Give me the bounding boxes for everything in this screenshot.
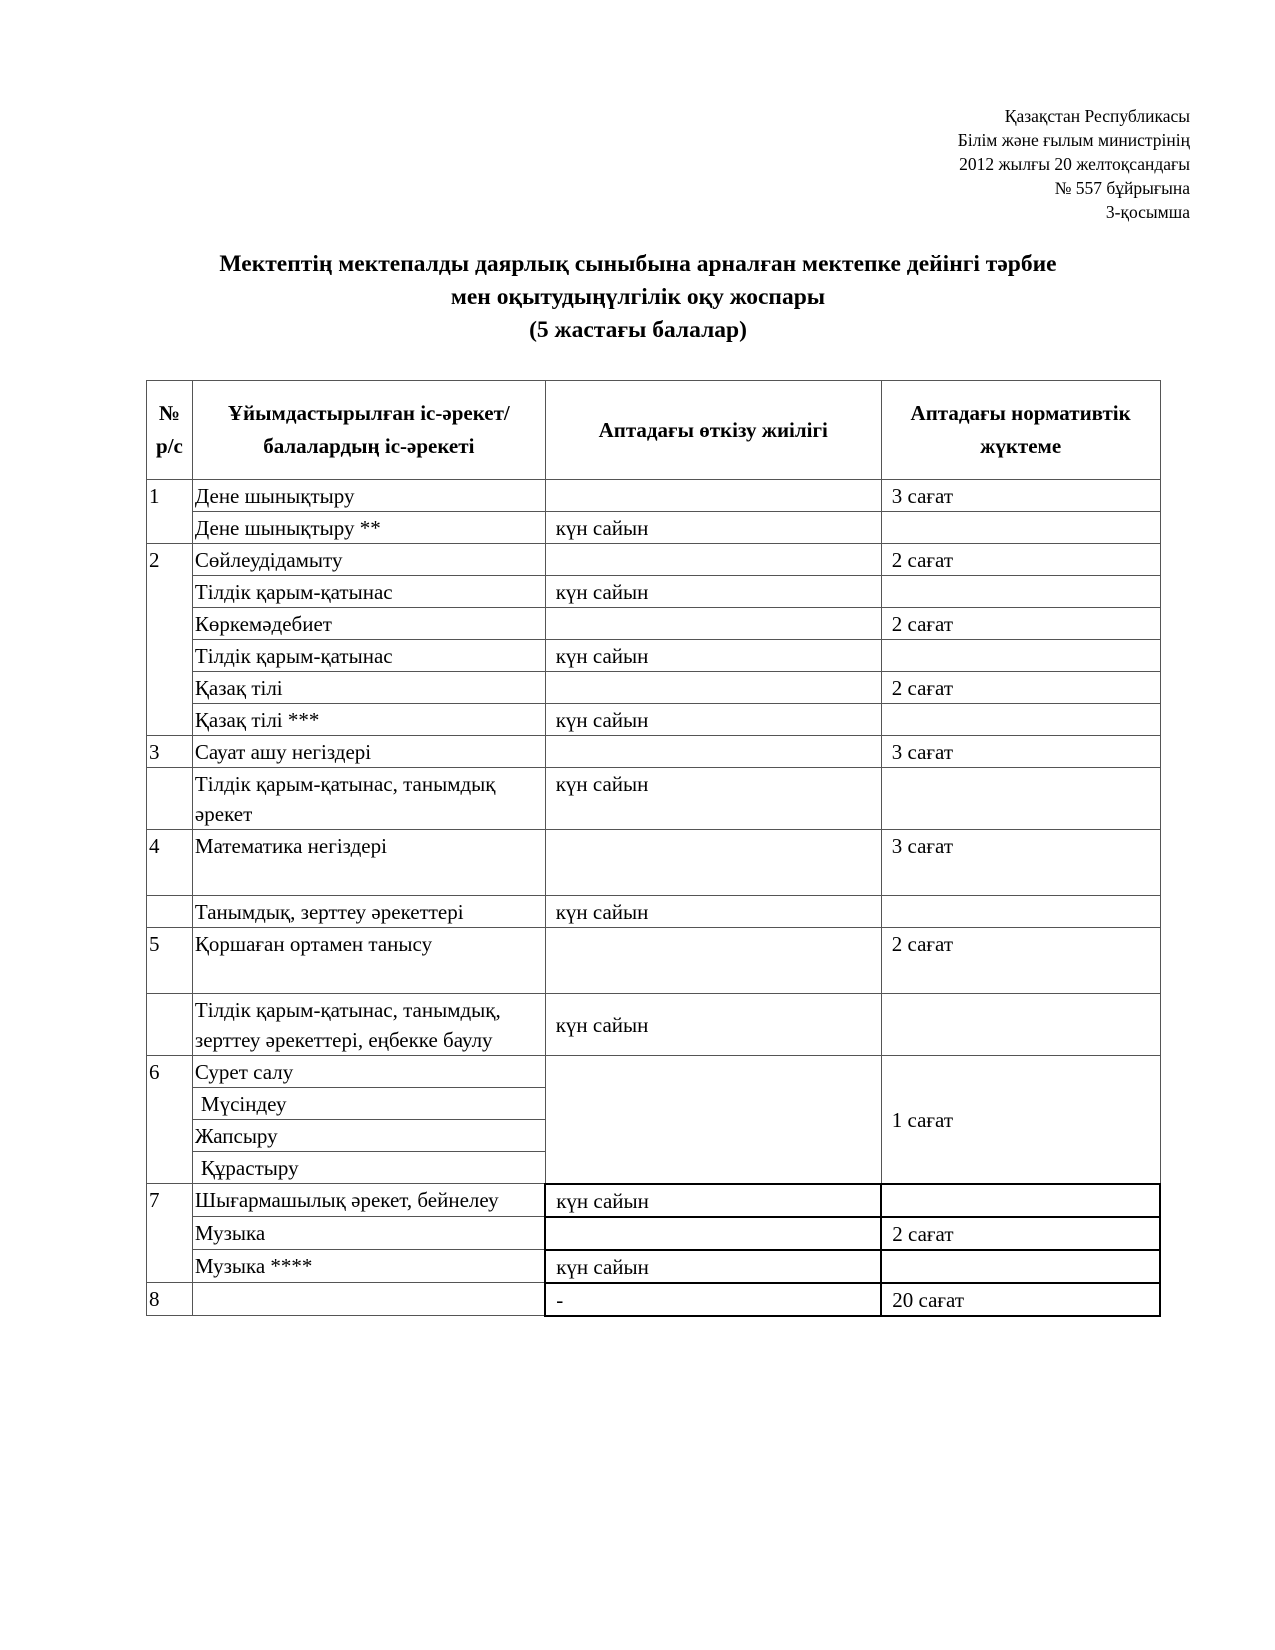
row-number: 5	[147, 928, 193, 994]
activity-cell: Құрастыру	[192, 1152, 545, 1184]
frequency-cell	[545, 1217, 881, 1250]
table-row	[147, 512, 1161, 544]
title-line: мен оқытудыңүлгілік оқу жоспары	[450, 284, 826, 310]
activity-cell: Көркемәдебиет	[192, 608, 545, 640]
row-number: 6	[147, 1056, 193, 1184]
load-cell: 2 сағат	[881, 1217, 1160, 1250]
activity-cell: Қазақ тілі	[192, 672, 545, 704]
activity-cell: Тілдік қарым-қатынас, танымдық, зерттеу әрекеттері, еңбекке баулу	[192, 994, 545, 1056]
activity-cell: Тілдік қарым-қатынас	[192, 640, 545, 672]
load-cell	[881, 512, 1160, 544]
frequency-cell: күн сайын	[545, 994, 881, 1056]
frequency-cell	[545, 672, 881, 704]
table-row	[147, 704, 1161, 736]
activity-cell: Сауат ашу негіздері	[192, 736, 545, 768]
frequency-cell: күн сайын	[545, 640, 881, 672]
header-line: Білім және ғылым министрінің	[957, 130, 1190, 150]
table-header-row	[147, 381, 1161, 480]
table-row	[147, 576, 1161, 608]
row-number: 3	[147, 736, 193, 768]
load-cell: 20 сағат	[881, 1283, 1160, 1316]
document-title	[118, 248, 1158, 347]
activity-cell: Музыка ****	[192, 1250, 545, 1283]
load-cell	[881, 704, 1160, 736]
table-row	[147, 1184, 1161, 1217]
table-row	[147, 480, 1161, 512]
frequency-cell: күн сайын	[545, 1250, 881, 1283]
header-line: 3-қосымша	[1105, 202, 1190, 222]
load-cell	[881, 994, 1160, 1056]
activity-cell: Шығармашылық әрекет, бейнелеу	[192, 1184, 545, 1217]
load-cell: 2 сағат	[881, 672, 1160, 704]
row-number	[147, 994, 193, 1056]
column-header-frequency: Аптадағы өткізу жиілігі	[545, 381, 881, 480]
row-number	[147, 768, 193, 830]
load-cell: 2 сағат	[881, 608, 1160, 640]
frequency-cell: күн сайын	[545, 896, 881, 928]
table-row	[147, 994, 1161, 1056]
activity-cell: Дене шынықтыру	[192, 480, 545, 512]
frequency-cell: -	[545, 1283, 881, 1316]
frequency-cell	[545, 608, 881, 640]
activity-cell: Дене шынықтыру **	[192, 512, 545, 544]
load-cell	[881, 768, 1160, 830]
row-number: 2	[147, 544, 193, 736]
table-row	[147, 640, 1161, 672]
table-row	[147, 544, 1161, 576]
frequency-cell: күн сайын	[545, 576, 881, 608]
activity-cell: Сурет салу	[192, 1056, 545, 1088]
activity-cell: Мүсіндеу	[192, 1088, 545, 1120]
column-header-load: Аптадағы нормативтік жүктеме	[881, 381, 1160, 480]
table-row	[147, 830, 1161, 896]
row-number: 4	[147, 830, 193, 896]
load-cell: 2 сағат	[881, 928, 1160, 994]
load-cell: 1 сағат	[881, 1056, 1160, 1184]
table-row	[147, 928, 1161, 994]
load-cell: 2 сағат	[881, 544, 1160, 576]
row-number: 8	[147, 1283, 193, 1316]
title-line: Мектептің мектепалды даярлық сыныбына арналған мектепке дейінгі тәрбие	[219, 251, 1057, 277]
load-cell	[881, 576, 1160, 608]
load-cell	[881, 1250, 1160, 1283]
column-header-activity: Ұйымдастырылған іс-әрекет/балалардың іс-әрекеті	[192, 381, 545, 480]
frequency-cell	[545, 480, 881, 512]
frequency-cell	[545, 830, 881, 896]
column-header-number: № р/с	[147, 381, 193, 480]
row-number: 7	[147, 1184, 193, 1283]
activity-cell: Математика негіздері	[192, 830, 545, 896]
header-line: Қазақстан Республикасы	[1004, 106, 1190, 126]
title-line: (5 жастағы балалар)	[529, 317, 747, 343]
table-row	[147, 1283, 1161, 1316]
load-cell	[881, 640, 1160, 672]
curriculum-table	[146, 380, 1161, 1317]
frequency-cell	[545, 928, 881, 994]
load-cell	[881, 896, 1160, 928]
header-line: № 557 бұйрығына	[1054, 178, 1190, 198]
frequency-cell	[545, 736, 881, 768]
table-row	[147, 736, 1161, 768]
activity-cell: Тілдік қарым-қатынас, танымдық әрекет	[192, 768, 545, 830]
frequency-cell	[545, 1056, 881, 1184]
activity-cell: Сөйлеудідамыту	[192, 544, 545, 576]
frequency-cell: күн сайын	[545, 704, 881, 736]
table-row	[147, 768, 1161, 830]
frequency-cell: күн сайын	[545, 512, 881, 544]
table-row	[147, 1217, 1161, 1250]
activity-cell: Қазақ тілі ***	[192, 704, 545, 736]
table-row	[147, 672, 1161, 704]
load-cell: 3 сағат	[881, 736, 1160, 768]
activity-cell: Тілдік қарым-қатынас	[192, 576, 545, 608]
load-cell: 3 сағат	[881, 480, 1160, 512]
row-number: 1	[147, 480, 193, 544]
activity-cell: Музыка	[192, 1217, 545, 1250]
row-number	[147, 896, 193, 928]
load-cell: 3 сағат	[881, 830, 1160, 896]
table-row	[147, 1056, 1161, 1088]
activity-cell: Жапсыру	[192, 1120, 545, 1152]
frequency-cell	[545, 544, 881, 576]
header-line: 2012 жылғы 20 желтоқсандағы	[959, 154, 1190, 174]
activity-cell	[192, 1283, 545, 1316]
activity-cell: Танымдық, зерттеу әрекеттері	[192, 896, 545, 928]
table-row	[147, 1250, 1161, 1283]
load-cell	[881, 1184, 1160, 1217]
table-row	[147, 608, 1161, 640]
activity-cell: Қоршаған ортамен танысу	[192, 928, 545, 994]
frequency-cell: күн сайын	[545, 768, 881, 830]
frequency-cell: күн сайын	[545, 1184, 881, 1217]
document-header	[958, 104, 1190, 224]
table-row	[147, 896, 1161, 928]
